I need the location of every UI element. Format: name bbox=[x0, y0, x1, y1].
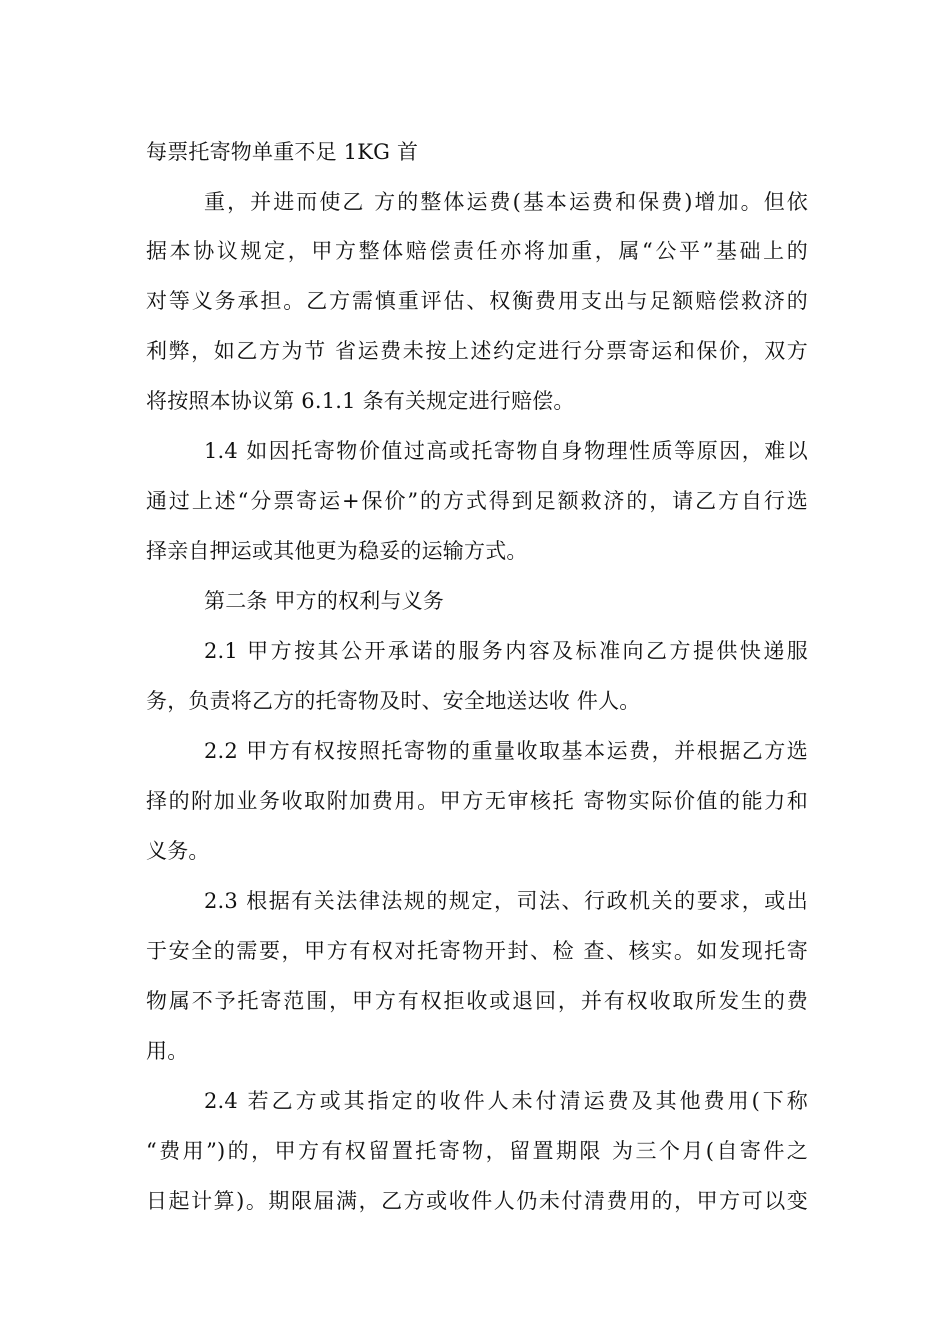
text-line: 择的附加业务收取附加费用。甲方无审核托 寄物实际价值的能力和 bbox=[146, 789, 808, 813]
text-line: 将按照本协议第 6.1.1 条有关规定进行赔偿。 bbox=[146, 389, 575, 413]
text-line: 对等义务承担。乙方需慎重评估、权衡费用支出与足额赔偿救济的 bbox=[146, 289, 808, 313]
text-line: 重，并进而使乙 方的整体运费(基本运费和保费)增加。但依 bbox=[204, 190, 808, 214]
text-line: 择亲自押运或其他更为稳妥的运输方式。 bbox=[146, 539, 528, 563]
text-line: 2.2 甲方有权按照托寄物的重量收取基本运费，并根据乙方选 bbox=[204, 739, 808, 763]
text-line: 2.3 根据有关法律法规的规定，司法、行政机关的要求，或出 bbox=[204, 889, 808, 913]
section-heading: 第二条 甲方的权利与义务 bbox=[204, 589, 445, 613]
text-line: 利弊，如乙方为节 省运费未按上述约定进行分票寄运和保价，双方 bbox=[146, 339, 808, 363]
text-line: 于安全的需要，甲方有权对托寄物开封、检 查、核实。如发现托寄 bbox=[146, 939, 808, 963]
text-line: “费用”)的，甲方有权留置托寄物，留置期限 为三个月(自寄件之 bbox=[146, 1139, 808, 1163]
text-line: 每票托寄物单重不足 1KG 首 bbox=[146, 140, 419, 164]
text-line: 用。 bbox=[146, 1039, 189, 1063]
text-line: 据本协议规定，甲方整体赔偿责任亦将加重，属“公平”基础上的 bbox=[146, 239, 808, 263]
text-line: 2.4 若乙方或其指定的收件人未付清运费及其他费用(下称 bbox=[204, 1089, 808, 1113]
text-line: 2.1 甲方按其公开承诺的服务内容及标准向乙方提供快递服 bbox=[204, 639, 808, 663]
text-line: 物属不予托寄范围，甲方有权拒收或退回，并有权收取所发生的费 bbox=[146, 989, 808, 1013]
text-line: 义务。 bbox=[146, 839, 210, 863]
text-line: 日起计算)。期限届满，乙方或收件人仍未付清费用的，甲方可以变 bbox=[146, 1189, 808, 1213]
text-line: 通过上述“分票寄运+保价”的方式得到足额救济的，请乙方自行选 bbox=[146, 489, 808, 513]
text-line: 务，负责将乙方的托寄物及时、安全地送达收 件人。 bbox=[146, 689, 641, 713]
text-line: 1.4 如因托寄物价值过高或托寄物自身物理性质等原因，难以 bbox=[204, 439, 808, 463]
